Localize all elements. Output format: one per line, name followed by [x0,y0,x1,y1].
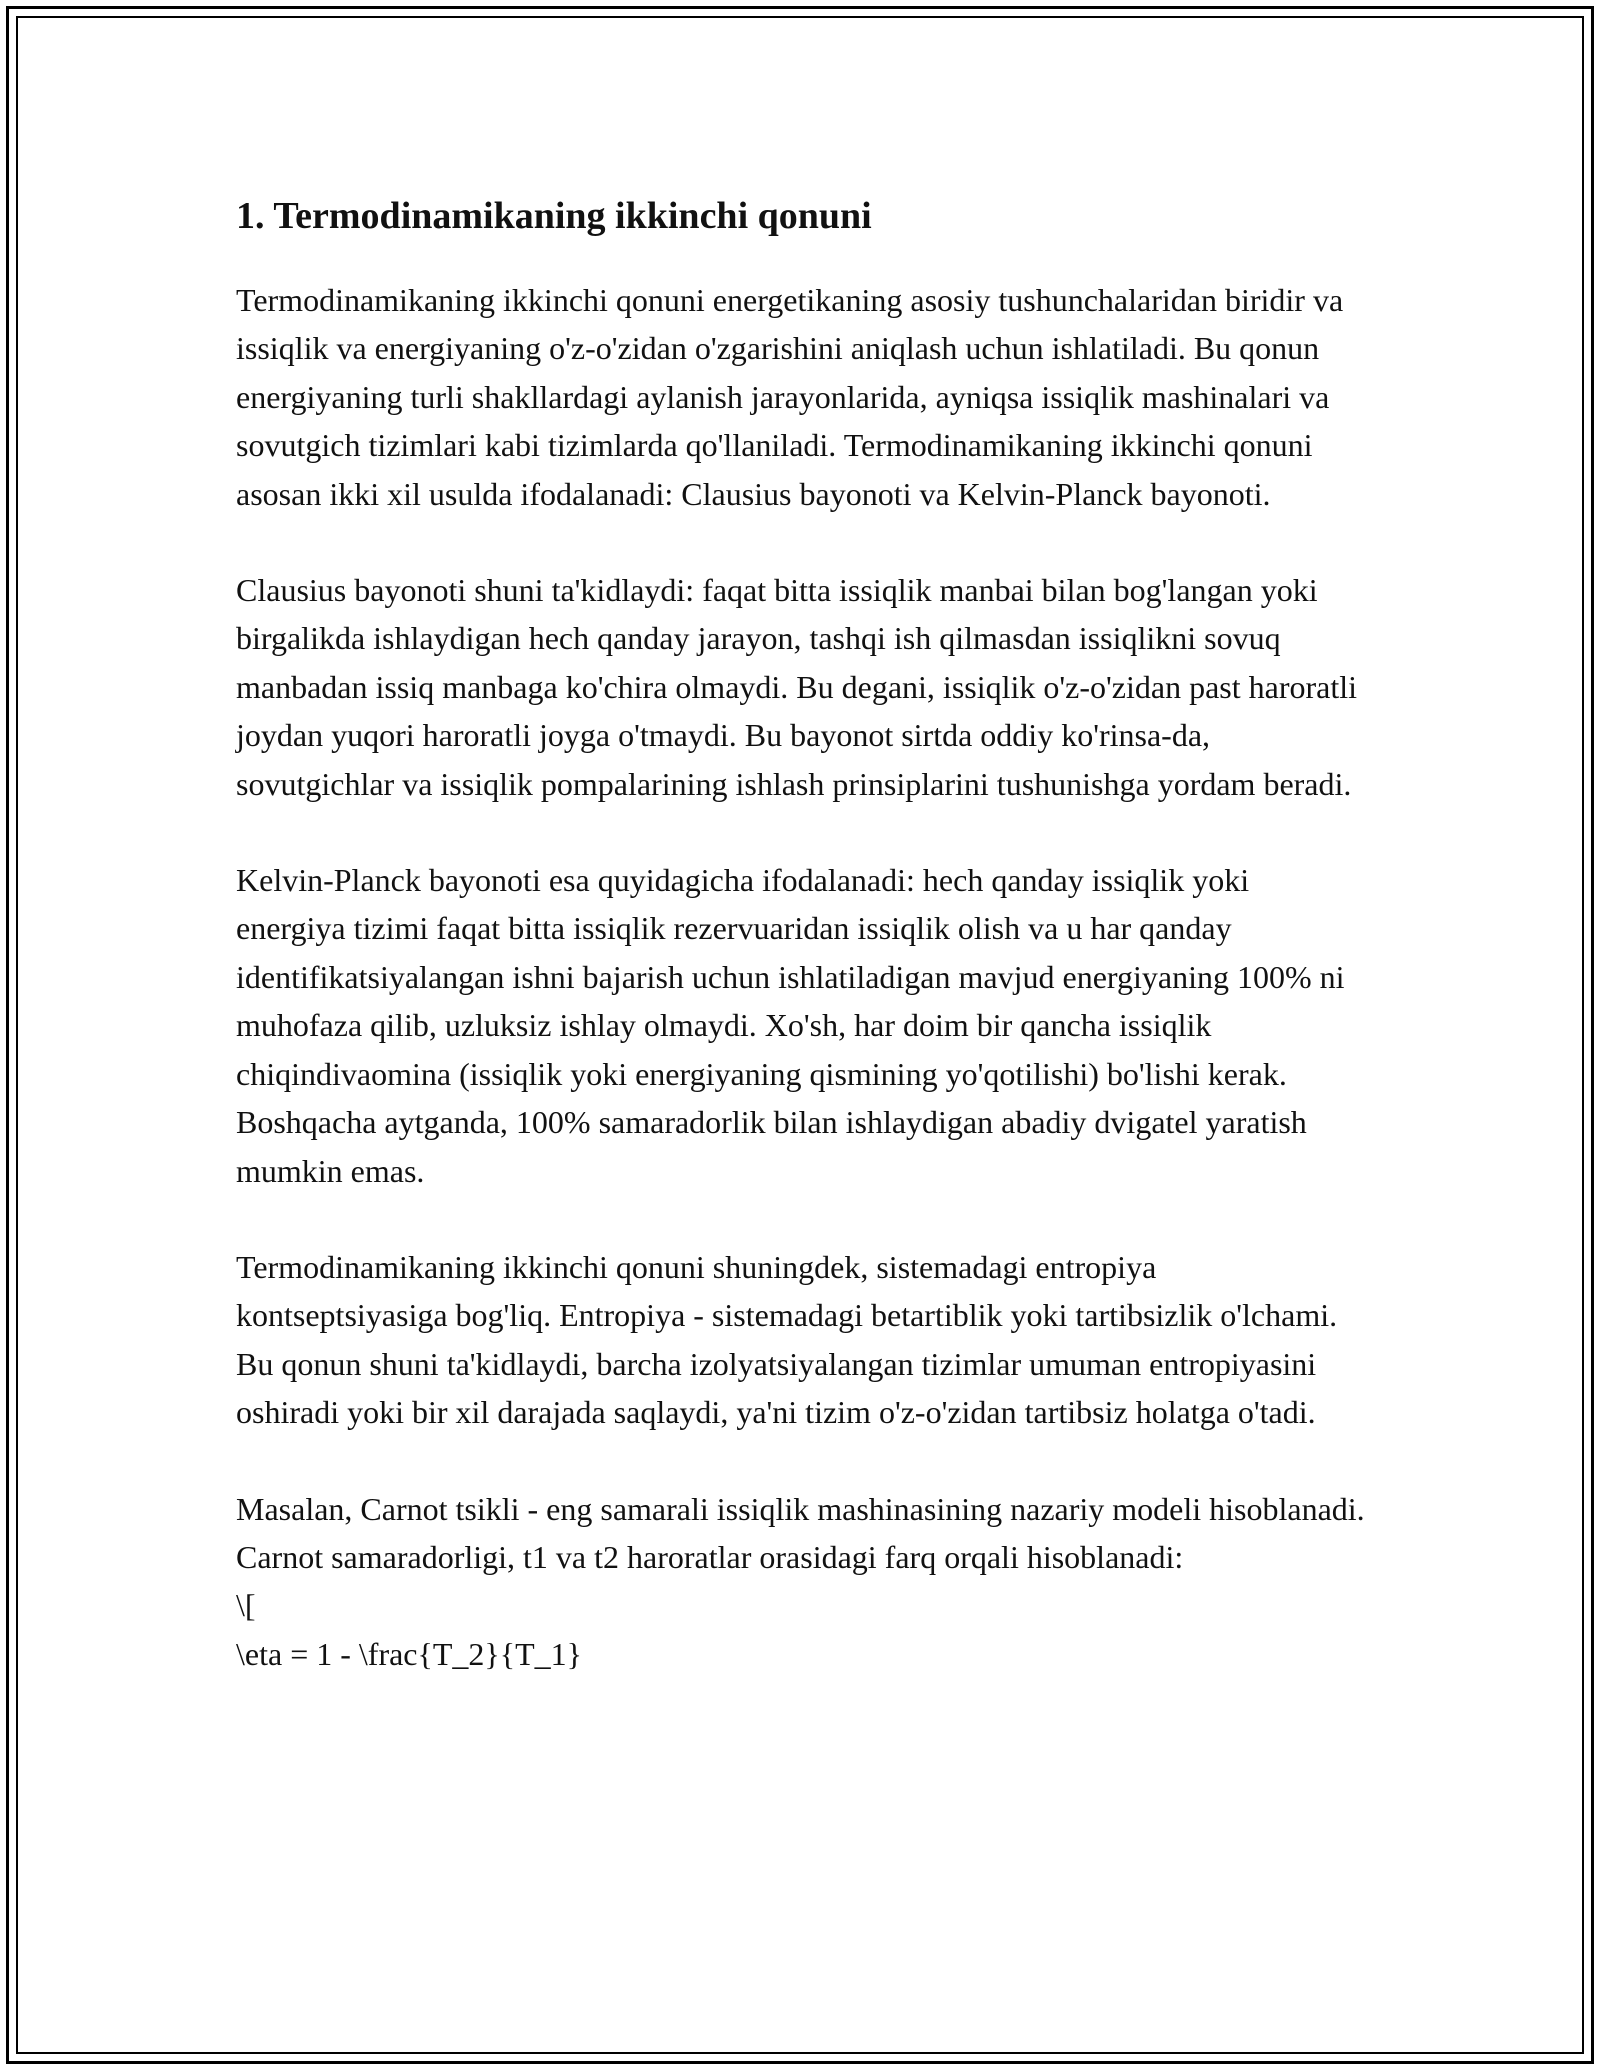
paragraph-carnot: Masalan, Carnot tsikli - eng samarali issiqlik mashinasining nazariy modeli hisoblanadi. Carnot samaradorligi, t1 va t2 haroratlar orasidagi farq orqali hisoblanadi: [236,1490,1365,1575]
document-body [236,182,1366,1678]
section-heading: 1. Termodinamikaning ikkinchi qonuni [236,195,872,237]
formula-carnot-efficiency: \eta = 1 - \frac{T_2}{T_1} [236,1635,583,1672]
formula-open-bracket: \[ [236,1587,256,1624]
paragraph-kelvin-planck: Kelvin-Planck bayonoti esa quyidagicha ifodalanadi: hech qanday issiqlik yoki energiya tizimi faqat bitta issiqlik rezervuaridan issiqlik olish va u har qanday identifikatsiyalangan ishni bajarish uchun ishlatiladigan mavjud energiyaning 100% ni muhofaza qilib, uzluksiz ishlay olmaydi. Xo'sh, har doim bir qancha issiqlik chiqindivaomina (issiqlik yoki energiyaning qismining yo'qotilishi) bo'lishi kerak. Boshqacha aytganda, 100% samaradorlik bilan ishlaydigan abadiy dvigatel yaratish mumkin emas. [236,862,1345,1189]
paragraph-entropy: Termodinamikaning ikkinchi qonuni shuningdek, sistemadagi entropiya kontseptsiyasiga bog'liq. Entropiya - sistemadagi betartiblik yoki tartibsizlik o'lchami. Bu qonun shuni ta'kidlaydi, barcha izolyatsiyalangan tizimlar umuman entropiyasini oshiradi yoki bir xil darajada saqlaydi, ya'ni tizim o'z-o'zidan tartibsiz holatga o'tadi. [236,1248,1338,1431]
paragraph-clausius: Clausius bayonoti shuni ta'kidlaydi: faqat bitta issiqlik manbai bilan bog'langan yoki birgalikda ishlaydigan hech qanday jarayon, tashqi ish qilmasdan issiqlikni sovuq manbadan issiq manbaga ko'chira olmaydi. Bu degani, issiqlik o'z-o'zidan past haroratli joydan yuqori haroratli joyga o'tmaydi. Bu bayonot sirtda oddiy ko'rinsa-da, sovutgichlar va issiqlik pompalarining ishlash prinsiplarini tushunishga yordam beradi. [236,572,1358,802]
paragraph-intro: Termodinamikaning ikkinchi qonuni energetikaning asosiy tushunchalaridan biridir va issiqlik va energiyaning o'z-o'zidan o'zgarishini aniqlash uchun ishlatiladi. Bu qonun energiyaning turli shakllardagi aylanish jarayonlarida, ayniqsa issiqlik mashinalari va sovutgich tizimlari kabi tizimlarda qo'llaniladi. Termodinamikaning ikkinchi qonuni asosan ikki xil usulda ifodalanadi: Clausius bayonoti va Kelvin-Planck bayonoti. [236,282,1344,512]
formula-block [236,1581,1366,1678]
